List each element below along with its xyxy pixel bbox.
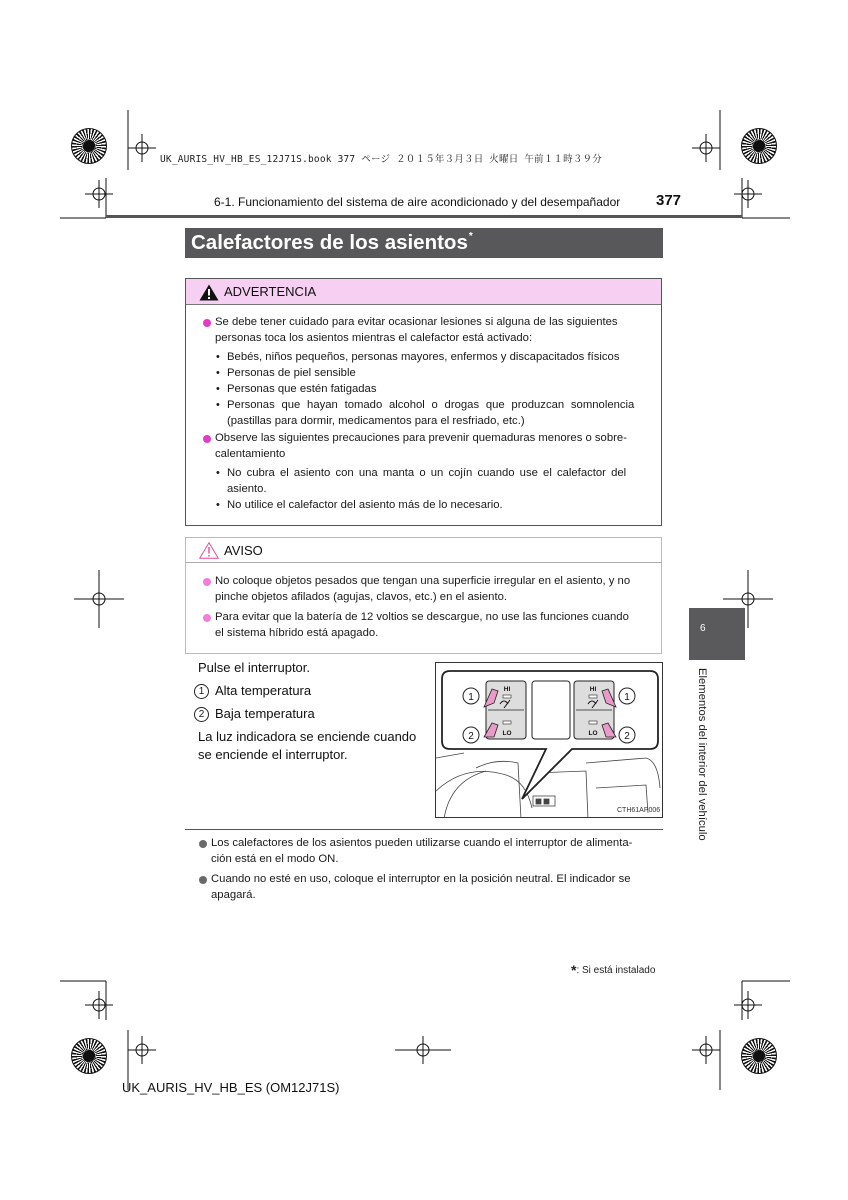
note-2-line-2: apagará. [211,889,256,901]
figure-callout-1-left: 1 [468,692,474,703]
warning-item-1-line-2: personas toca los asientos mientras el calefactor está activado: [215,332,533,344]
warning-bullet-icon [203,435,211,443]
callout-number-1: 1 [194,684,209,699]
notice-bullet-icon [203,578,211,586]
figure-callout-1-right: 1 [624,692,630,703]
warning-item-2-line-1: Observe las siguientes precauciones para prevenir quemaduras menores o sobre- [215,432,627,444]
page-number: 377 [656,192,682,209]
warning-title: ADVERTENCIA [224,284,317,299]
warning-box: ADVERTENCIA Se debe tener cuidado para evitar ocasionar lesiones si alguna de las siguientes personas toca los asientos mientras el calefactor está activado: • Bebés, niños pequeños, personas mayores, enfermos y discapacitados físicos • Personas de piel sensible • Personas que estén fatigadas • Personas que hayan tomado alcohol o drogas que produzcan somnolencia (pastillas para dormir, medicamentos para el resfriado, etc.) Observe las siguientes precauciones para prevenir quemaduras menores o sobre- calentamiento • No cubra el asiento con una manta o un cojín cuando use el calefactor del asiento. • No utilice el calefactor del asiento más de lo necesario. [185,278,662,526]
note-1-line-2: ción está en el modo ON. [211,853,339,865]
installed-asterisk: * [468,231,473,242]
switch-lo-label-right: LO [588,730,598,737]
section-title: Calefactores de los asientos* [191,231,473,254]
seat-heater-switch-figure [435,662,663,818]
warning-item-2-line-2: calentamiento [215,448,286,460]
figure-callout-2-right: 2 [624,731,630,742]
warning-sub-item-cont: asiento. [227,483,267,495]
chapter-title-vertical: Elementos del interior del vehículo [696,668,708,841]
chapter-side-label [694,668,710,848]
caution-triangle-icon [199,542,219,559]
notice-item-1-line-2: pinche objetos afilados (agujas, clavos, etc.) en el asiento. [215,591,508,603]
warning-sub-item: No utilice el calefactor del asiento más de lo necesario. [227,499,503,511]
warning-header [186,279,661,305]
callout-number-2: 2 [194,707,209,722]
figure-code: CTH61AP006 [617,807,661,814]
note-2-line-1: Cuando no esté en uso, coloque el interruptor en la posición neutral. El indicador se [211,873,631,885]
switch-hi-label-left: HI [503,686,511,693]
indicator-text-line-1: La luz indicadora se enciende cuando [198,729,417,744]
running-head: 6-1. Funcionamiento del sistema de aire acondicionado y del desempañador [214,195,621,209]
notice-item-1-line-1: No coloque objetos pesados que tengan una superficie irregular en el asiento, y no [215,575,631,587]
indicator-text-line-2: se enciende el interruptor. [198,747,348,762]
book-file-header: UK_AURIS_HV_HB_ES_12J71S.book 377 ページ ２０１５年３月３日 火曜日 午前１１時３９分 [160,154,602,165]
warning-item-1-line-1: Se debe tener cuidado para evitar ocasionar lesiones si alguna de las siguientes [215,316,618,328]
warning-sub-item: Bebés, niños pequeños, personas mayores, enfermos y discapacitados físicos [227,351,620,363]
footer-doc-code: UK_AURIS_HV_HB_ES (OM12J71S) [122,1080,340,1095]
notice-item-2-line-1: Para evitar que la batería de 12 voltios se descargue, no use las funciones cuando [215,611,629,623]
instruction-item-low: Baja temperatura [215,706,315,721]
notes-separator [185,829,663,830]
chapter-number: 6 [700,623,706,634]
warning-triangle-icon [199,284,219,301]
instruction-intro: Pulse el interruptor. [198,660,311,675]
warning-sub-item-cont: (pastillas para dormir, medicamentos para el resfriado, etc.) [227,415,525,427]
warning-bullet-icon [203,319,211,327]
header-rule [106,215,742,218]
chapter-tab [689,608,745,660]
section-title-bar [185,228,663,258]
notice-item-2-line-2: el sistema híbrido está apagado. [215,627,379,639]
note-bullet-icon [199,840,207,848]
switch-lo-label-left: LO [502,730,512,737]
instruction-item-high: Alta temperatura [215,683,312,698]
warning-sub-item: Personas que estén fatigadas [227,383,377,395]
notice-title: AVISO [224,543,263,558]
note-bullet-icon [199,876,207,884]
warning-sub-item: Personas que hayan tomado alcohol o drogas que produzcan somnolencia [227,399,635,411]
notice-bullet-icon [203,614,211,622]
footnote [571,962,655,978]
footnote-mark: * [571,962,577,978]
notice-box [185,537,662,654]
notice-header [186,538,661,563]
warning-sub-item: No cubra el asiento con una manta o un cojín cuando use el calefactor del [227,467,627,479]
switch-hi-label-right: HI [589,686,597,693]
note-1-line-1: Los calefactores de los asientos pueden utilizarse cuando el interruptor de alimenta- [211,837,633,849]
footnote-text: : Si está instalado [576,965,656,976]
seat-heater-illustration [436,663,663,818]
figure-callout-2-left: 2 [468,731,474,742]
warning-sub-item: Personas de piel sensible [227,367,356,379]
